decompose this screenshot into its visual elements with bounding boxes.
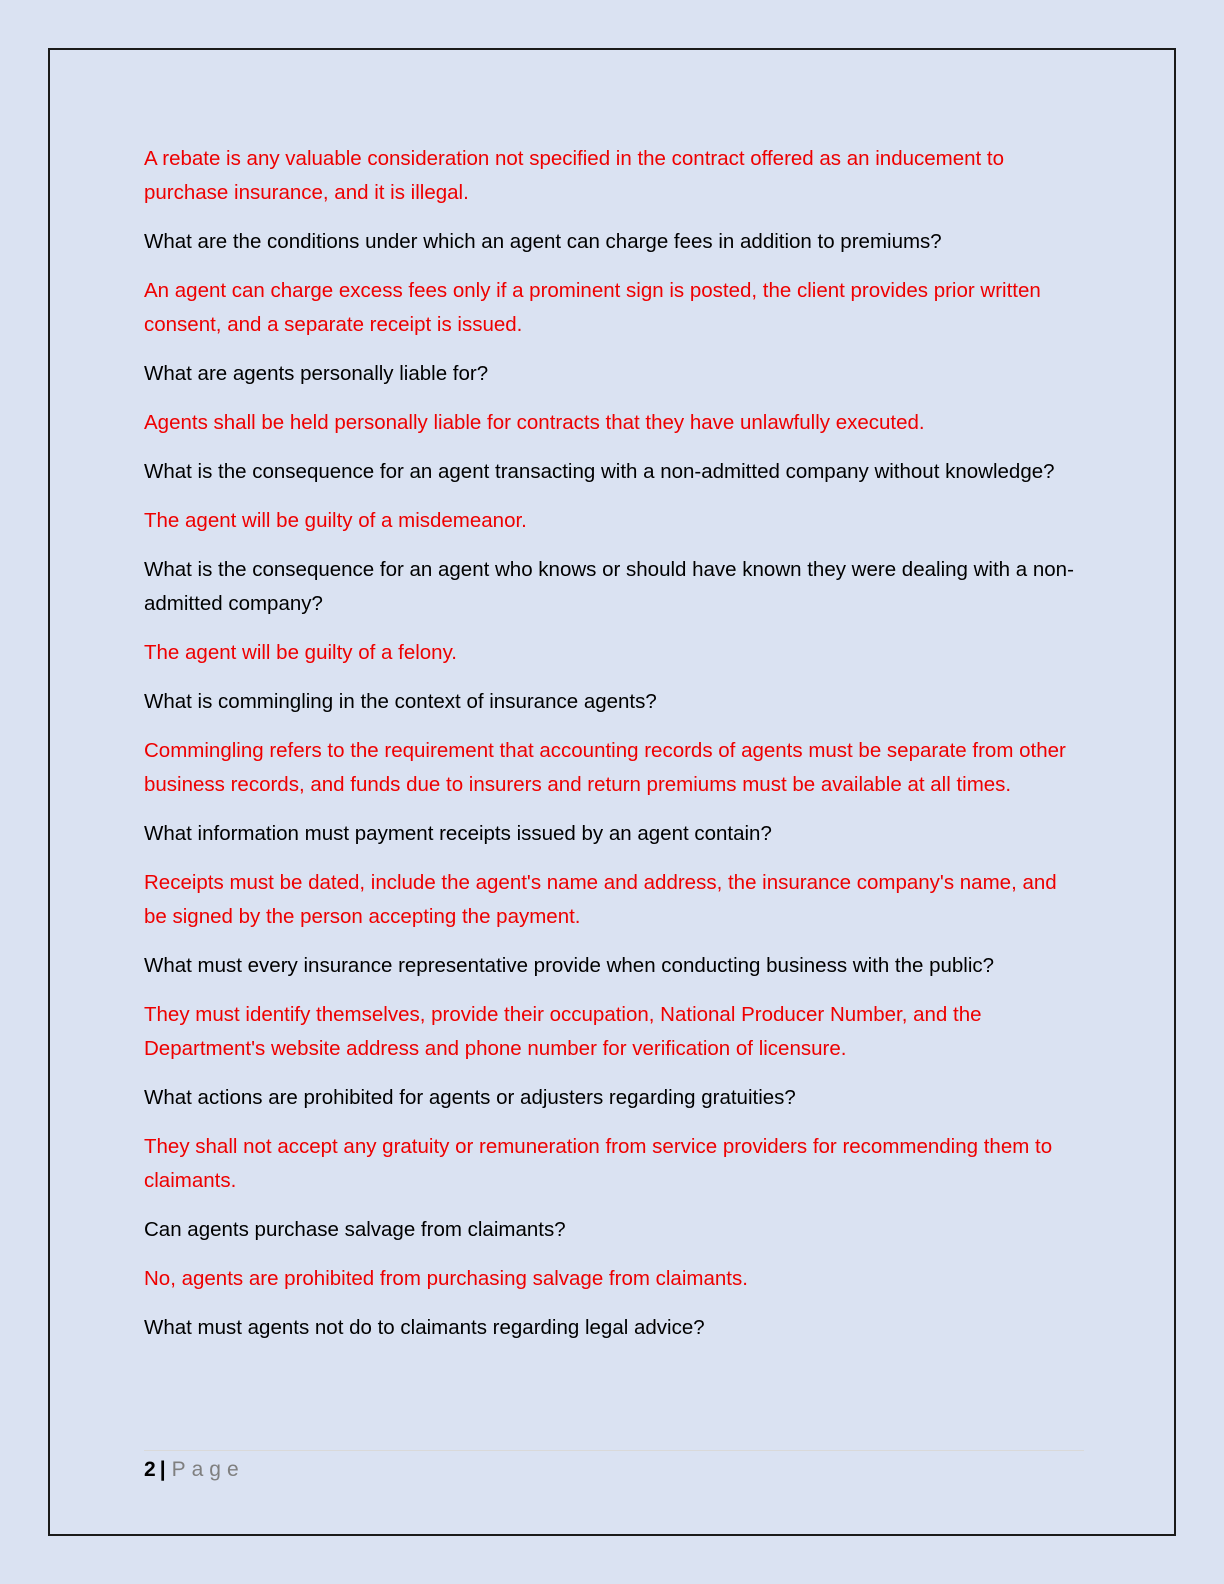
answer-paragraph: No, agents are prohibited from purchasing salvage from claimants. — [144, 1267, 748, 1290]
footer-separator: | — [159, 1458, 166, 1481]
answer-paragraph: The agent will be guilty of a misdemeanor. — [144, 509, 527, 532]
document-body — [144, 142, 1084, 1360]
answer-paragraph: They must identify themselves, provide their occupation, National Producer Number, and the Department's website address and phone number for verification of licensure. — [144, 1003, 982, 1060]
question-paragraph: What must agents not do to claimants regarding legal advice? — [144, 1316, 705, 1339]
footer-divider — [144, 1450, 1084, 1451]
page-label: Page — [171, 1458, 245, 1481]
answer-paragraph: Commingling refers to the requirement that accounting records of agents must be separate from other business records, and funds due to insurers and return premiums must be available at all times. — [144, 739, 1066, 796]
question-paragraph: What are agents personally liable for? — [144, 362, 489, 385]
answer-paragraph: They shall not accept any gratuity or remuneration from service providers for recommending them to claimants. — [144, 1135, 1053, 1192]
answer-paragraph: A rebate is any valuable consideration not specified in the contract offered as an inducement to purchase insurance, and it is illegal. — [144, 147, 1005, 204]
answer-paragraph: Receipts must be dated, include the agent's name and address, the insurance company's name, and be signed by the person accepting the payment. — [144, 871, 1057, 928]
question-paragraph: Can agents purchase salvage from claimants? — [144, 1218, 566, 1241]
page-footer — [144, 1456, 245, 1484]
question-paragraph: What must every insurance representative provide when conducting business with the public? — [144, 954, 995, 977]
question-paragraph: What information must payment receipts issued by an agent contain? — [144, 822, 772, 845]
answer-paragraph: The agent will be guilty of a felony. — [144, 641, 457, 664]
question-paragraph: What is the consequence for an agent transacting with a non-admitted company without knowledge? — [144, 460, 1055, 483]
answer-paragraph: Agents shall be held personally liable for contracts that they have unlawfully executed. — [144, 411, 925, 434]
answer-paragraph: An agent can charge excess fees only if a prominent sign is posted, the client provides prior written consent, and a separate receipt is issued. — [144, 279, 1041, 336]
question-paragraph: What actions are prohibited for agents or adjusters regarding gratuities? — [144, 1086, 796, 1109]
question-paragraph: What is commingling in the context of insurance agents? — [144, 690, 657, 713]
question-paragraph: What is the consequence for an agent who knows or should have known they were dealing with a non-admitted company? — [144, 558, 1074, 615]
question-paragraph: What are the conditions under which an agent can charge fees in addition to premiums? — [144, 230, 942, 253]
page-number: 2 — [144, 1458, 156, 1481]
